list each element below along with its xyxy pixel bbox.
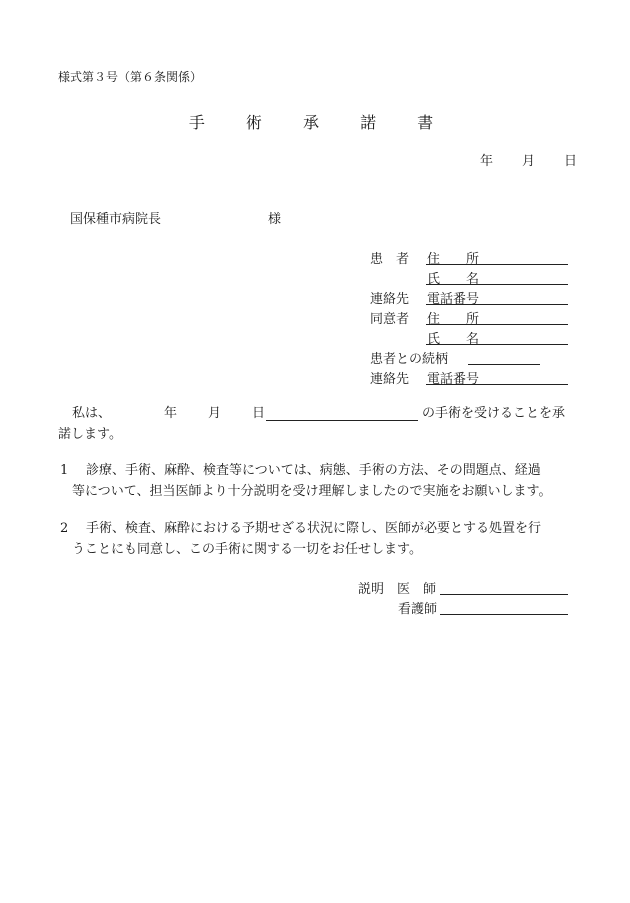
consenter-name-line[interactable] xyxy=(426,344,568,345)
consent-day: 日 xyxy=(252,406,266,421)
form-number: 様式第３号（第６条関係） xyxy=(58,70,203,84)
nurse-signature-line[interactable] xyxy=(440,614,568,615)
honorific: 様 xyxy=(268,212,282,227)
consenter-name-label: 氏 名 xyxy=(427,332,480,347)
consent-year: 年 xyxy=(164,406,178,421)
clause-2-number: 2 xyxy=(60,521,69,536)
consent-line2: 諾します。 xyxy=(58,427,122,442)
consenter-label: 同意者 xyxy=(370,312,410,327)
patient-label: 患 者 xyxy=(370,252,410,267)
consent-suffix: の手術を受けることを承 xyxy=(422,406,566,421)
consent-prefix: 私は、 xyxy=(72,406,112,421)
consent-month: 月 xyxy=(208,406,222,421)
date-month: 月 xyxy=(522,154,536,169)
consenter-address-line[interactable] xyxy=(426,324,568,325)
document-title: 手 術 承 諾 書 xyxy=(188,113,452,132)
relation-line[interactable] xyxy=(468,364,540,365)
consenter-address-label: 住 所 xyxy=(427,312,480,327)
patient-name-label: 氏 名 xyxy=(427,272,480,287)
patient-contact-label: 連絡先 xyxy=(370,292,410,307)
surgery-name-line[interactable] xyxy=(266,420,418,421)
patient-name-line[interactable] xyxy=(426,284,568,285)
clause-2-line2: うことにも同意し、この手術に関する一切をお任せします。 xyxy=(72,542,422,557)
consenter-contact-label: 連絡先 xyxy=(370,372,410,387)
addressee: 国保種市病院長 xyxy=(70,212,162,227)
clause-1-number: 1 xyxy=(60,463,69,478)
date-year: 年 xyxy=(480,154,494,169)
consenter-phone-label: 電話番号 xyxy=(427,372,480,387)
patient-phone-line[interactable] xyxy=(426,304,568,305)
patient-address-label: 住 所 xyxy=(427,252,480,267)
patient-phone-label: 電話番号 xyxy=(427,292,480,307)
date-day: 日 xyxy=(564,154,578,169)
clause-1-line1: 診療、手術、麻酔、検査等については、病態、手術の方法、その問題点、経過 xyxy=(86,463,541,478)
doctor-signature-line[interactable] xyxy=(440,594,568,595)
clause-1-line2: 等について、担当医師より十分説明を受け理解しましたので実施をお願いします。 xyxy=(72,484,552,499)
relation-label: 患者との続柄 xyxy=(370,352,449,367)
patient-address-line[interactable] xyxy=(426,264,568,265)
nurse-label: 看護師 xyxy=(398,602,438,617)
clause-2-line1: 手術、検査、麻酔における予期せざる状況に際し、医師が必要とする処置を行 xyxy=(86,521,542,536)
doctor-label: 説明 医 師 xyxy=(358,582,437,597)
consenter-phone-line[interactable] xyxy=(426,384,568,385)
